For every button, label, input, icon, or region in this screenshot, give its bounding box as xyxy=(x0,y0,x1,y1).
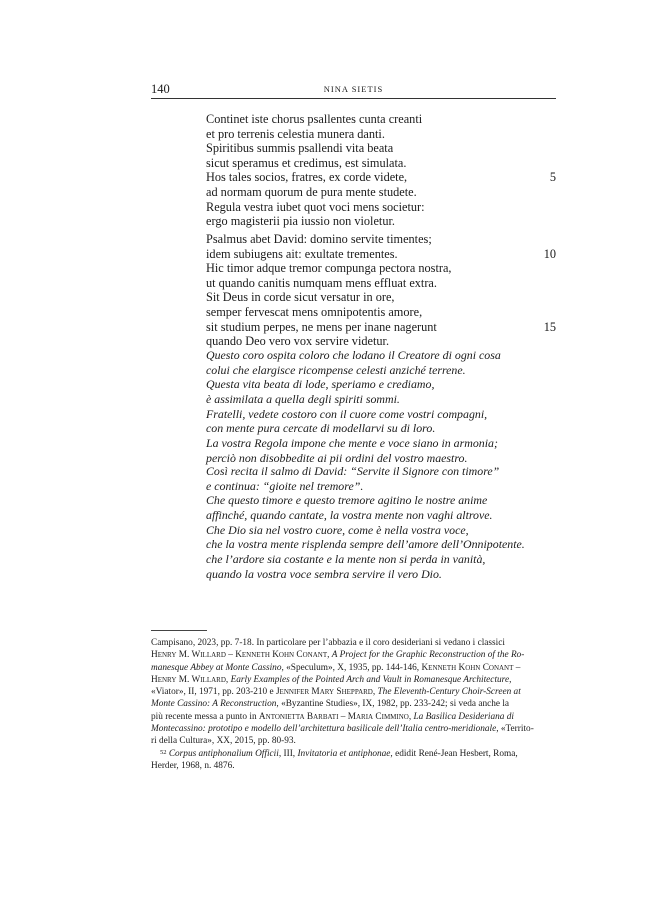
verse-text: quando la vostra voce sembra servire il vero Dio. xyxy=(206,566,442,581)
latin-stanza-1 xyxy=(206,112,556,229)
footnote-line xyxy=(151,686,556,698)
verse-text: idem subiugens ait: exultate trementes. xyxy=(206,246,398,261)
line-number: 10 xyxy=(543,246,556,261)
footnote-title: The Eleventh-Century Choir-Screen at xyxy=(377,687,521,698)
verse-line xyxy=(206,320,556,335)
footnotes xyxy=(151,637,556,772)
footnote-title: Invitatoria et antiphonae xyxy=(297,748,391,759)
verse-line xyxy=(206,348,556,363)
verse-text: sit studium perpes, ne mens per inane nagerunt xyxy=(206,319,437,334)
footnote-number: 52 xyxy=(160,748,167,756)
footnote-text: , edidit René-Jean Hesbert, Roma, xyxy=(390,748,518,759)
footnote-title: Montecassino xyxy=(151,724,203,735)
footnote-author: Henry M. Willard – Kenneth Kohn Conant xyxy=(151,650,328,661)
verse-text: ad normam quorum de pura mente studete. xyxy=(206,184,417,199)
verse-line xyxy=(206,567,556,582)
footnote-text: , xyxy=(372,687,378,698)
footnote-text: , xyxy=(408,711,414,722)
footnote-text: Herder, 1968, n. 4876. xyxy=(151,760,235,771)
verse-text: affinché, quando cantate, la vostra mente non vaghi altrove. xyxy=(206,508,493,523)
verse-text: Sit Deus in corde sicut versatur in ore, xyxy=(206,290,395,305)
latin-stanza-2 xyxy=(206,232,556,349)
footnote-line xyxy=(151,649,556,661)
verse-text: ergo magisterii pia iussio non violetur. xyxy=(206,214,395,229)
verse-text: Psalmus abet David: domino servite timentes; xyxy=(206,232,432,246)
verse-text: Questa vita beata di lode, speriamo e crediamo, xyxy=(206,377,435,392)
verse-line xyxy=(206,214,556,229)
verse-line xyxy=(206,552,556,567)
verse-line xyxy=(206,112,556,127)
footnote-title: Corpus antiphonalium Officii xyxy=(168,748,279,759)
page-number: 140 xyxy=(151,82,170,96)
footnote-text: , xyxy=(225,674,231,685)
verse-line xyxy=(206,537,556,552)
verse-line xyxy=(206,232,556,247)
footnote-title: La Basilica Desideriana di xyxy=(413,711,514,722)
verse-text: et pro terrenis celestia munera danti. xyxy=(206,126,385,141)
verse-line xyxy=(206,392,556,407)
verse-line xyxy=(206,185,556,200)
verse-text: La vostra Regola impone che mente e voce siano in armonia; xyxy=(206,436,498,451)
footnote-text: ri della Cultura», XX, 2015, pp. 80-93. xyxy=(151,736,296,747)
italian-translation-stanza-2 xyxy=(206,464,556,582)
footnote-text: , «Byzantine Studies», IX, 1982, pp. 233-242; si veda anche la xyxy=(276,699,510,710)
verse-line xyxy=(206,141,556,156)
footnote-line xyxy=(151,711,556,723)
verse-text: Hos tales socios, fratres, ex corde videte, xyxy=(206,170,408,185)
footnote-text: , xyxy=(509,674,512,685)
footnote-title: A Project for the Graphic Reconstruction of the Ro- xyxy=(331,650,525,661)
verse-line xyxy=(206,436,556,451)
verse-text: Così recita il salmo di David: “Servite il Signore con timore” xyxy=(206,464,500,478)
footnote-line xyxy=(151,735,556,747)
verse-text: Fratelli, vedete costoro con il cuore come vostri compagni, xyxy=(206,406,488,421)
verse-text: Che Dio sia nel vostro cuore, come è nella vostra voce, xyxy=(206,522,469,537)
line-number: 5 xyxy=(549,170,556,185)
footnote-separator xyxy=(151,630,207,631)
verse-text: che l’ardore sia costante e la mente non si perda in vanità, xyxy=(206,552,486,567)
verse-line xyxy=(206,127,556,142)
footnote-line xyxy=(151,662,556,674)
verse-line xyxy=(206,508,556,523)
footnote-text: più recente messa a punto in xyxy=(151,711,259,722)
verse-text: e continua: “gioite nel tremore”. xyxy=(206,478,364,493)
verse-line xyxy=(206,156,556,171)
verse-text: è assimilata a quella degli spiriti sommi. xyxy=(206,392,400,407)
footnote-text: «Viator», II, 1971, pp. 203-210 e xyxy=(151,687,276,698)
footnote-text: , «Speculum», X, 1935, pp. 144-146, xyxy=(281,662,422,673)
verse-line xyxy=(206,170,556,185)
verse-line xyxy=(206,247,556,262)
verse-text: semper fervescat mens omnipotentis amore, xyxy=(206,304,423,319)
footnote-title: : prototipo e modello dell’architettura basilicale dell’Italia centro-meridionale xyxy=(202,724,497,735)
verse-text: Hic timor adque tremor compunga pectora nostra, xyxy=(206,261,452,276)
verse-text: Regula vestra iubet quot voci mens societur: xyxy=(206,199,425,214)
footnote-line xyxy=(151,637,556,649)
footnote-author: Antonietta Barbati – Maria Cimmino xyxy=(258,711,409,722)
verse-line xyxy=(206,261,556,276)
footnote-author: Kenneth Kohn Conant – xyxy=(421,662,521,673)
verse-text: che la vostra mente risplenda sempre dell’amore dell’Onnipotente. xyxy=(206,537,525,552)
verse-text: ut quando canitis numquam mens effluat extra. xyxy=(206,275,437,290)
verse-line xyxy=(206,200,556,215)
footnote-line xyxy=(151,698,556,710)
footnote-text: , xyxy=(327,650,332,661)
verse-text: perciò non disobbedite ai pii ordini del vostro maestro. xyxy=(206,450,468,465)
running-title: NINA SIETIS xyxy=(323,84,384,94)
footnote-text: , III, xyxy=(278,748,298,759)
footnote-author: Henry M. Willard xyxy=(151,674,226,685)
footnote-author: Jennifer Mary Sheppard xyxy=(275,687,373,698)
footnote-title: manesque Abbey at Monte Cassino xyxy=(151,662,282,673)
footnote-text: , «Territo- xyxy=(496,724,534,735)
verse-line xyxy=(206,363,556,378)
verse-text: con mente pura cercate di modellarvi su di loro. xyxy=(206,421,436,436)
footnote-text: Campisano, 2023, pp. 7-18. In particolare per l’abbazia e il coro desideriani si vedano i classici xyxy=(151,638,505,648)
italian-translation-stanza-1 xyxy=(206,348,556,466)
verse-text: Questo coro ospita coloro che lodano il Creatore di ogni cosa xyxy=(206,348,501,362)
verse-line xyxy=(206,523,556,538)
line-number: 15 xyxy=(543,319,556,334)
footnote-line xyxy=(151,723,556,735)
footnote-line xyxy=(151,674,556,686)
verse-text: Spiritibus summis psallendi vita beata xyxy=(206,141,394,156)
verse-line xyxy=(206,479,556,494)
verse-line xyxy=(206,493,556,508)
verse-line xyxy=(206,407,556,422)
verse-line xyxy=(206,377,556,392)
verse-text: sicut speramus et credimus, est simulata. xyxy=(206,155,407,170)
footnote-title: Early Examples of the Pointed Arch and Vault in Romanesque Architecture xyxy=(230,674,510,685)
footnote-line xyxy=(151,760,556,772)
verse-text: colui che elargisce ricompense celesti anziché terrene. xyxy=(206,362,466,377)
running-header xyxy=(151,82,556,99)
verse-line xyxy=(206,305,556,320)
verse-line xyxy=(206,334,556,349)
verse-text: quando Deo vero vox servire videtur. xyxy=(206,334,390,349)
verse-text: Continet iste chorus psallentes cunta creanti xyxy=(206,112,423,126)
footnote-52 xyxy=(151,748,556,760)
verse-line xyxy=(206,276,556,291)
verse-line xyxy=(206,290,556,305)
footnote-title: Monte Cassino: A Reconstruction xyxy=(151,699,277,710)
verse-line xyxy=(206,421,556,436)
verse-text: Che questo timore e questo tremore agitino le nostre anime xyxy=(206,493,488,508)
verse-line xyxy=(206,464,556,479)
